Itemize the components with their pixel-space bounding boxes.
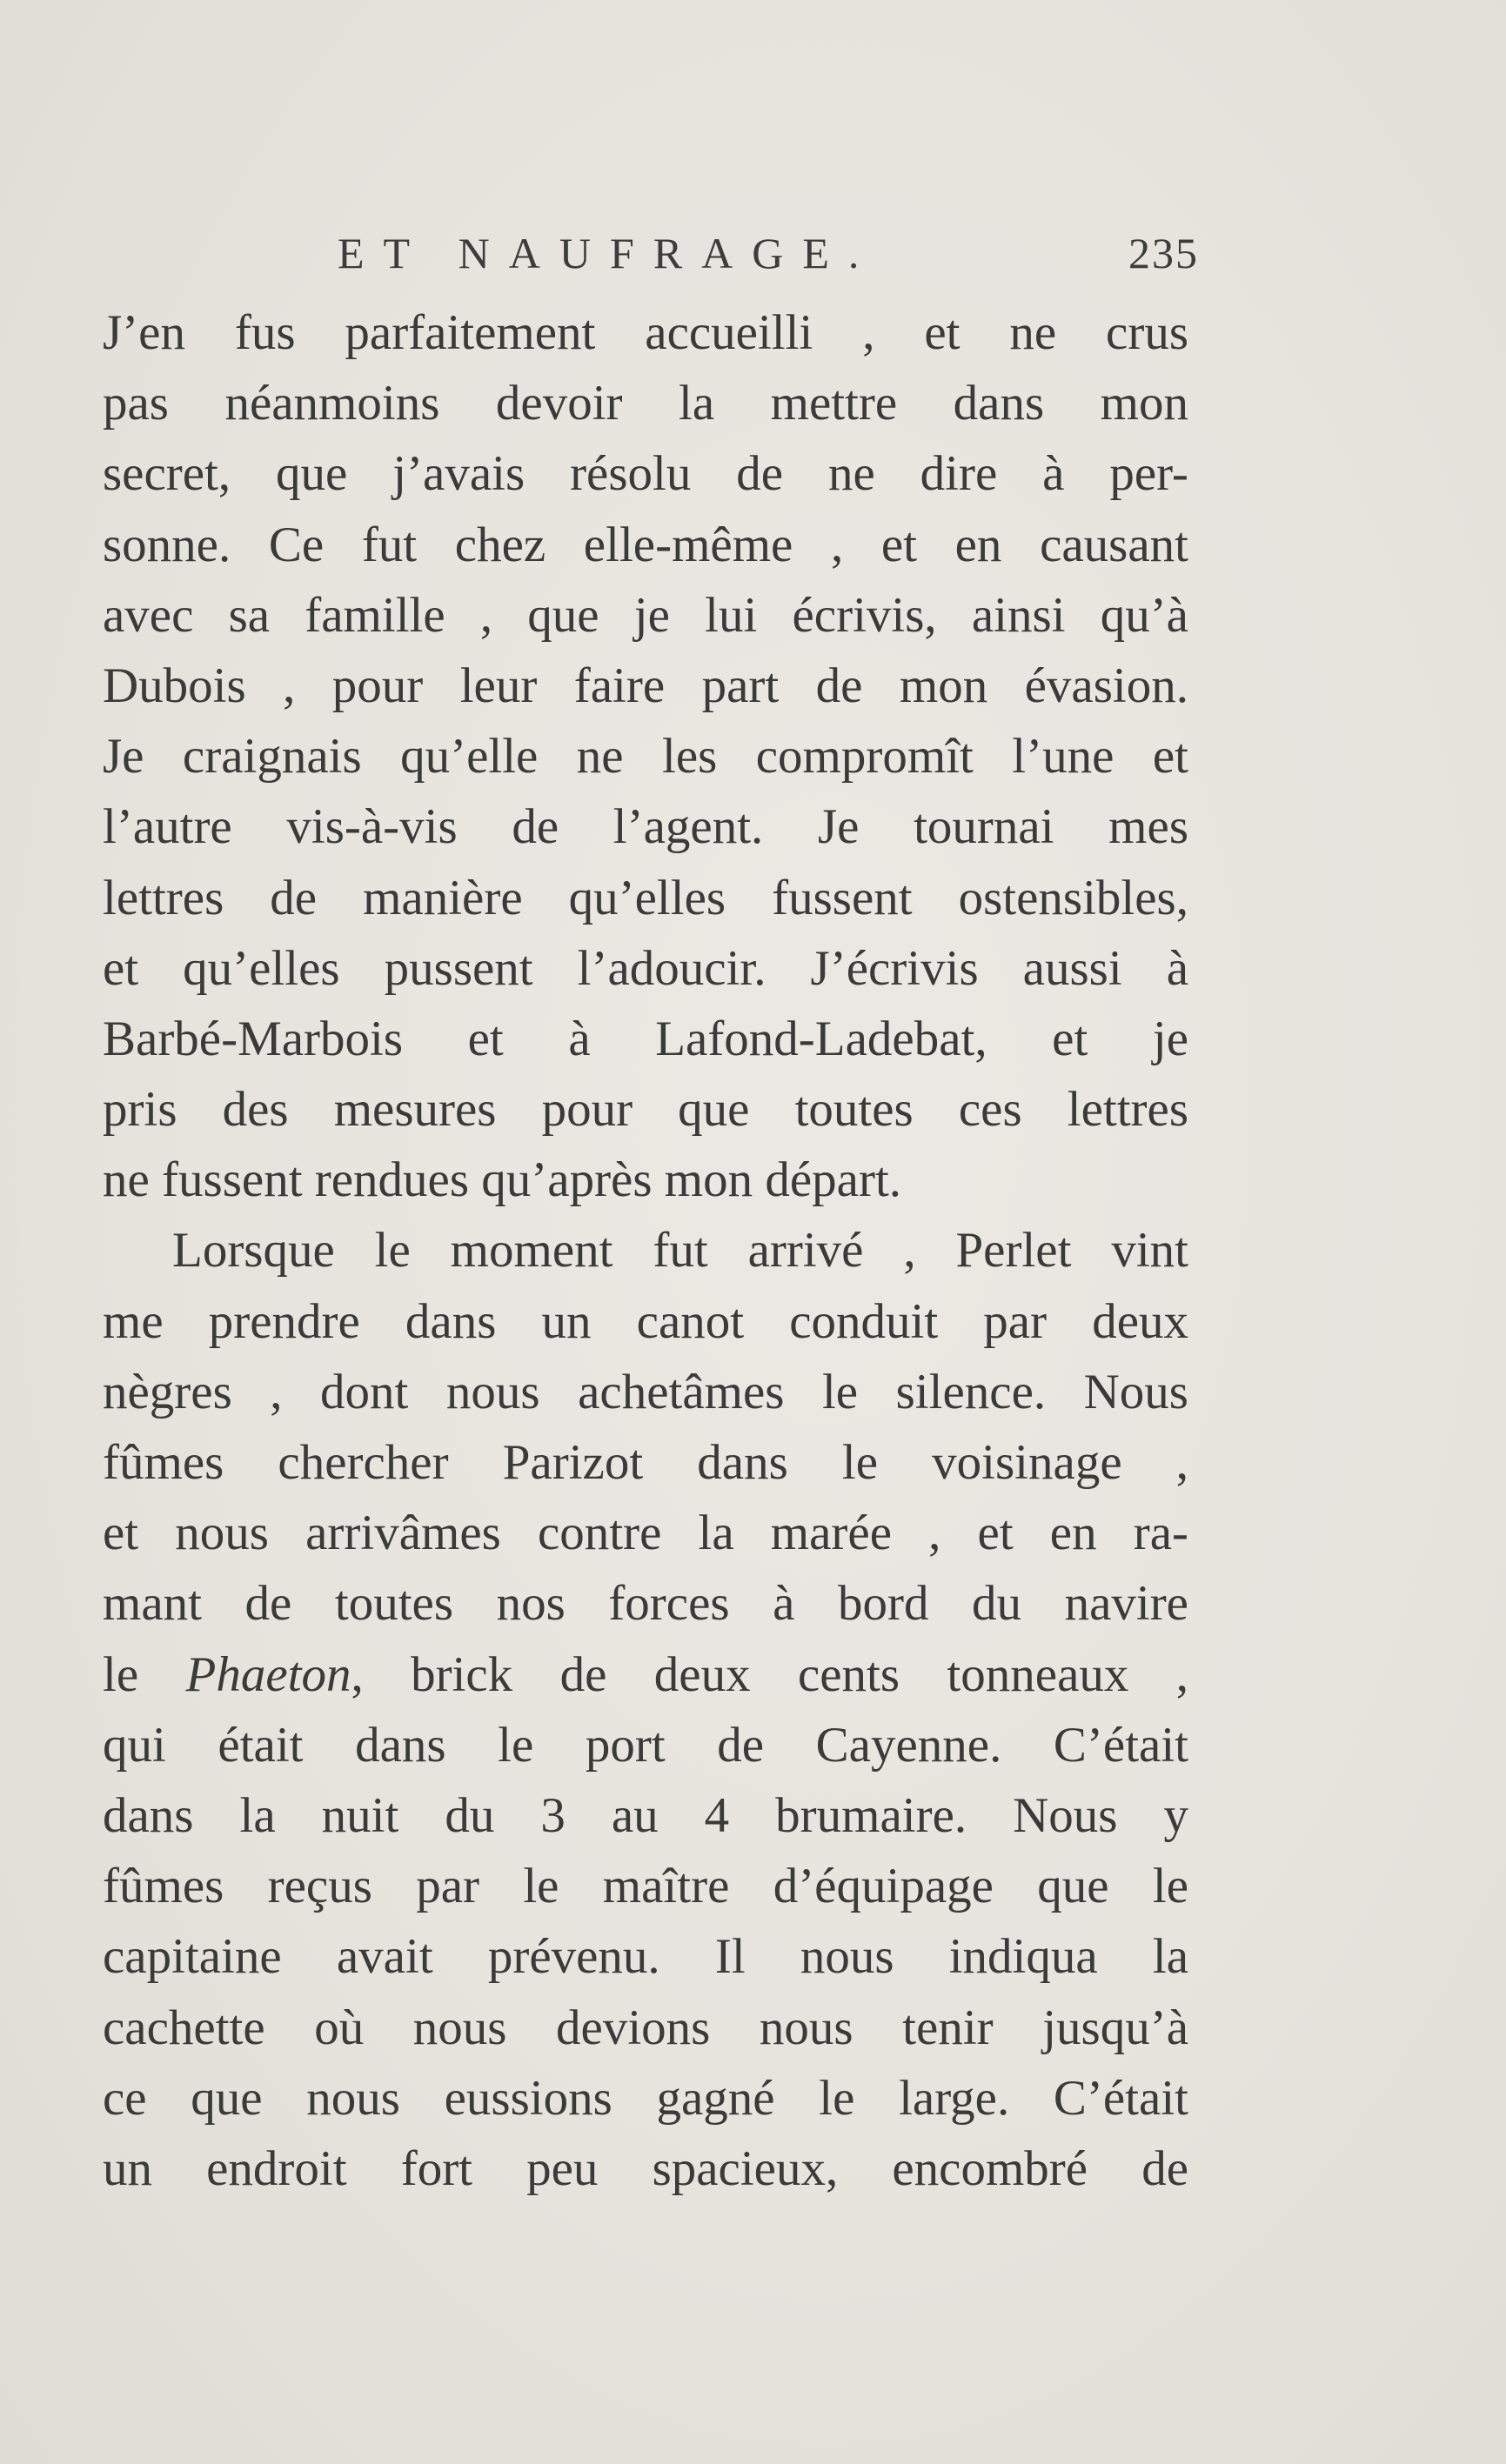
text-line: me prendre dans un canot conduit par deux bbox=[103, 1293, 1188, 1349]
text-line: secret, que j’avais résolu de ne dire à per- bbox=[103, 446, 1188, 502]
text-line: dans la nuit du 3 au 4 brumaire. Nous y bbox=[103, 1787, 1188, 1843]
paragraph-start-line: Lorsque le moment fut arrivé , Perlet vint bbox=[172, 1223, 1188, 1279]
text-line: lettres de manière qu’elles fussent ostensibles, bbox=[103, 870, 1188, 925]
text-line: Barbé-Marbois et à Lafond-Ladebat, et je bbox=[103, 1011, 1188, 1066]
text-line: capitaine avait prévenu. Il nous indiqua la bbox=[103, 1929, 1188, 1985]
text-line: sonne. Ce fut chez elle-même , et en causant bbox=[103, 517, 1188, 572]
text-line: Je craignais qu’elle ne les compromît l’une et bbox=[103, 729, 1188, 785]
text-line: un endroit fort peu spacieux, encombré de bbox=[103, 2140, 1188, 2196]
text-line: et qu’elles pussent l’adoucir. J’écrivis aussi à bbox=[103, 940, 1188, 996]
ship-name: Phaeton bbox=[185, 1646, 351, 1702]
paragraph-end-line: ne fussent rendues qu’après mon départ. bbox=[103, 1152, 902, 1208]
text-line: cachette où nous devions nous tenir jusqu’à bbox=[103, 2000, 1188, 2055]
text-line: pris des mesures pour que toutes ces lettres bbox=[103, 1082, 1188, 1138]
text-line: J’en fus parfaitement accueilli , et ne crus bbox=[103, 305, 1188, 360]
text-line: fûmes reçus par le maître d’équipage que le bbox=[103, 1859, 1188, 1914]
line-rest: , brick de deux cents tonneaux , bbox=[351, 1646, 1188, 1702]
text-line: et nous arrivâmes contre la marée , et en ra- bbox=[103, 1506, 1188, 1561]
text-line: avec sa famille , que je lui écrivis, ainsi qu’à bbox=[103, 587, 1188, 643]
text-line: mant de toutes nos forces à bord du navire bbox=[103, 1576, 1188, 1632]
text-line: Dubois , pour leur faire part de mon évasion. bbox=[103, 658, 1188, 713]
body-text bbox=[103, 297, 1188, 2204]
text-line: l’autre vis-à-vis de l’agent. Je tournai mes bbox=[103, 799, 1188, 855]
text-line-with-ship-name bbox=[103, 1639, 1188, 1710]
page-number: 235 bbox=[1128, 229, 1199, 277]
running-head bbox=[338, 228, 1199, 280]
text-line: pas néanmoins devoir la mettre dans mon bbox=[103, 376, 1188, 431]
text-line: qui était dans le port de Cayenne. C’était bbox=[103, 1717, 1188, 1773]
text-line: fûmes chercher Parizot dans le voisinage , bbox=[103, 1435, 1188, 1490]
running-title: ET NAUFRAGE. bbox=[338, 229, 879, 277]
text-line: ce que nous eussions gagné le large. C’était bbox=[103, 2070, 1188, 2126]
line-start: le bbox=[103, 1646, 186, 1702]
text-line: nègres , dont nous achetâmes le silence. Nous bbox=[103, 1364, 1188, 1419]
